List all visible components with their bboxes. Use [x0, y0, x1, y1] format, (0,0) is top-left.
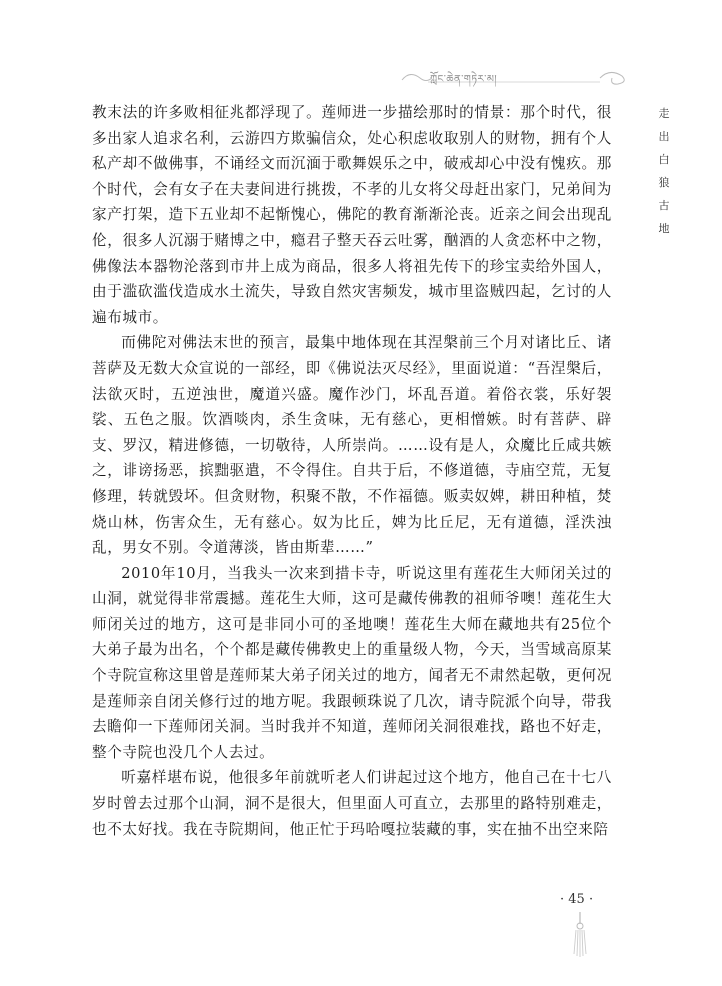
body-text	[92, 100, 612, 842]
side-title-char: 古	[658, 199, 670, 212]
page-number: · 45 ·	[560, 892, 594, 907]
running-title: ཀློང་ཆེན་གཏེར་མ།	[430, 74, 498, 85]
running-header	[400, 66, 630, 88]
side-title-char: 地	[658, 222, 670, 235]
side-title-char: 走	[658, 107, 670, 120]
paragraph: 2010年10月，当我头一次来到措卡寺，听说这里有莲花生大师闭关过的山洞，就觉得非常震撼。莲花生大师，这可是藏传佛教的祖师爷噢！莲花生大师闭关过的地方，这可是非同小可的圣地噢！莲花生大师在藏地共有25位个大弟子最为出名，个个都是藏传佛教史上的重量级人物，今天，当雪域高原某个寺院宣称这里曾是莲师某大弟子闭关过的地方，闻者无不肃然起敬，更何况是莲师亲自闭关修行过的地方呢。我跟顿珠说了几次，请寺院派个向导，带我去瞻仰一下莲师闭关洞。当时我并不知道，莲师闭关洞很难找，路也不好走，整个寺院也没几个人去过。	[92, 564, 612, 761]
side-title-char: 白	[658, 153, 670, 166]
side-book-title	[655, 102, 673, 240]
paragraph: 听嘉样堪布说，他很多年前就听老人们讲起过这个地方，他自己在十七八岁时曾去过那个山洞，洞不是很大，但里面人可直立，去那里的路特别难走，也不太好找。我在寺院期间，他正忙于玛哈嘎拉装藏的事，实在抽不出空来陪	[92, 769, 612, 838]
paragraph: 而佛陀对佛法末世的预言，最集中地体现在其涅槃前三个月对诸比丘、诸菩萨及无数大众宣说的一部经，即《佛说法灭尽经》，里面说道：“吾涅槃后，法欲灭时，五逆浊世，魔道兴盛。魔作沙门，坏乱吾道。着俗衣裳，乐好袈裟、五色之服。饮酒啖肉，杀生贪味，无有慈心，更相憎嫉。时有菩萨、辟支、罗汉，精进修德，一切敬待，人所崇尚。……设有是人，众魔比丘咸共嫉之，诽谤扬恶，摈黜驱遣，不令得住。自共于后，不修道德，寺庙空荒，无复修理，转就毁坏。但贪财物，积聚不散，不作福德。贩卖奴婢，耕田种植，焚烧山林，伤害众生，无有慈心。奴为比丘，婢为比丘尼，无有道德，淫泆浊乱，男女不别。令道薄淡，皆由斯辈……”	[92, 334, 612, 557]
side-title-char: 出	[658, 130, 670, 143]
tassel-ornament-icon	[560, 910, 600, 960]
paragraph: 教末法的许多败相征兆都浮现了。莲师进一步描绘那时的情景：那个时代，很多出家人追求名利，云游四方欺骗信众，处心积虑收取别人的财物，拥有个人私产却不做佛事，不诵经文而沉湎于歌舞娱乐之中，破戒却心中没有愧疚。那个时代，会有女子在夫妻间进行挑拨，不孝的儿女将父母赶出家门，兄弟间为家产打架，造下五业却不起惭愧心，佛陀的教育渐渐沦丧。近亲之间会出现乱伦，很多人沉溺于赌博之中，瘾君子整天吞云吐雾，酗酒的人贪恋杯中之物，佛像法本器物沦落到市井上成为商品，很多人将祖先传下的珍宝卖给外国人，由于滥砍滥伐造成水土流失，导致自然灾害频发，城市里盗贼四起，乞讨的人遍布城市。	[92, 104, 612, 326]
side-title-char: 狼	[658, 176, 670, 189]
